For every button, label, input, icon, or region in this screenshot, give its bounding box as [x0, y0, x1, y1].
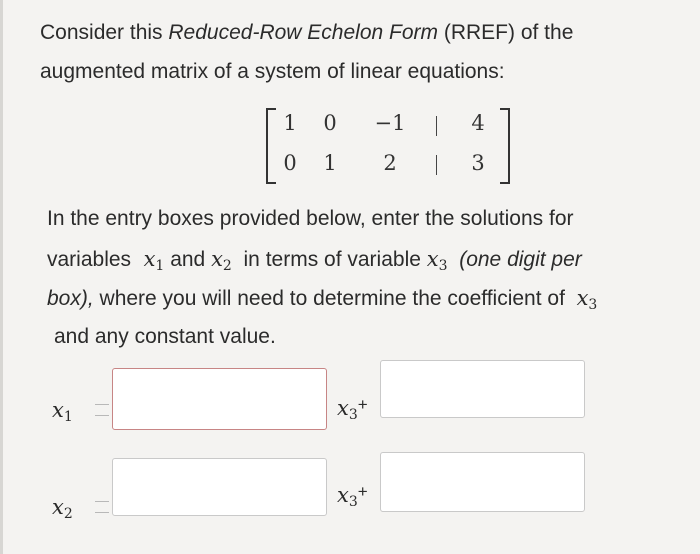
x1-label: $x_1$	[52, 398, 73, 425]
equals-sign	[95, 404, 109, 416]
x1-constant-input[interactable]	[380, 360, 585, 418]
matrix-cell: 1	[323, 151, 337, 175]
instruction-line-4: and any constant value.	[54, 325, 276, 348]
instruction-line-1: In the entry boxes provided below, enter the solutions for	[47, 207, 574, 230]
instruction-line-3: box), where you will need to determine the coefficient of $x_3$	[47, 286, 598, 313]
intro-line-2: augmented matrix of a system of linear equations:	[40, 60, 505, 83]
equals-sign	[95, 501, 109, 513]
x3-plus-label: $x_3^+$	[337, 395, 368, 423]
x2-constant-input[interactable]	[380, 452, 585, 512]
var-x1: $x_1$	[143, 247, 165, 274]
matrix-right-bracket	[500, 108, 510, 184]
var-x2: $x_2$	[211, 247, 232, 274]
augmented-matrix	[262, 108, 514, 180]
matrix-cell: 2	[383, 151, 397, 175]
instruction-line-2: variables $x_1$ and $x_2$ in terms of variable $x_3$ (one digit per	[47, 247, 582, 274]
var-x3: $x_3$	[426, 247, 448, 274]
x2-coefficient-input[interactable]	[112, 458, 327, 516]
var-x3: $x_3$	[576, 286, 598, 313]
matrix-cell: 0	[283, 151, 297, 175]
x2-label: $x_2$	[52, 495, 73, 522]
matrix-cell: 1	[283, 111, 297, 135]
matrix-cell: 3	[471, 151, 485, 175]
instruction-note: (one digit per	[459, 248, 582, 271]
left-border	[0, 0, 3, 554]
augment-divider	[436, 116, 437, 136]
augment-divider	[436, 155, 437, 175]
x3-plus-label: $x_3^+$	[337, 482, 368, 510]
matrix-cell: 4	[471, 111, 485, 135]
intro-line-1: Consider this Reduced-Row Echelon Form (RREF) of the	[40, 21, 574, 44]
matrix-cell: −1	[374, 111, 406, 135]
x1-coefficient-input[interactable]	[112, 368, 327, 430]
matrix-cell: 0	[323, 111, 337, 135]
rref-term: Reduced-Row Echelon Form	[168, 21, 439, 44]
